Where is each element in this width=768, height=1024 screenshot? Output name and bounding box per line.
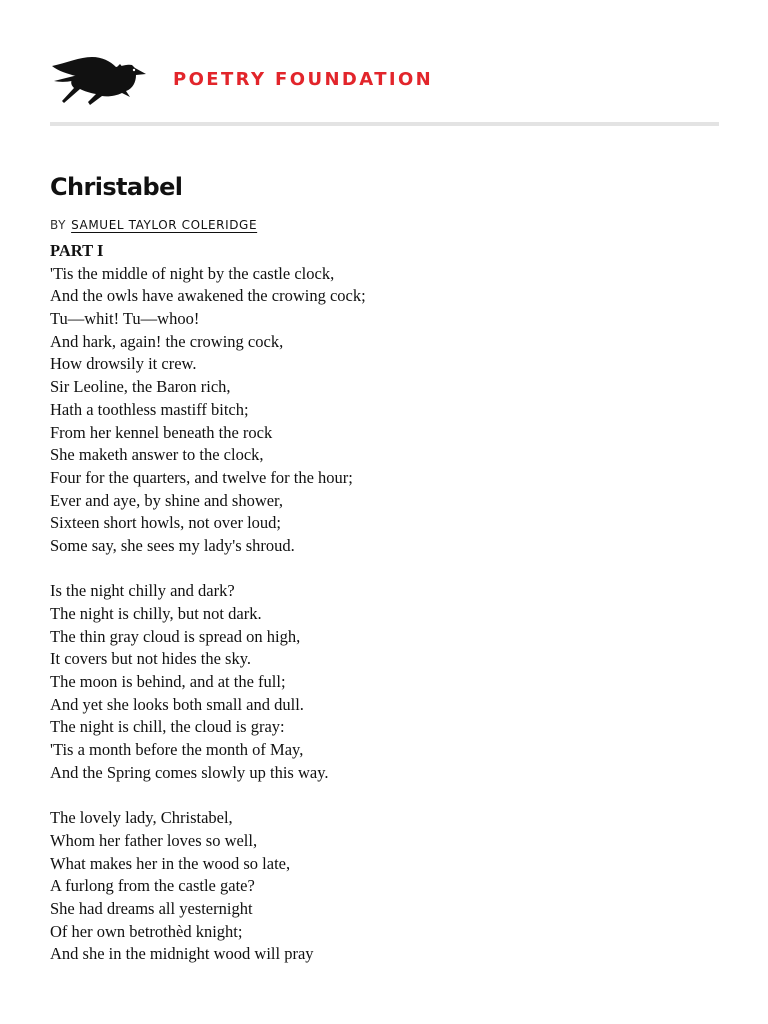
poem-line: 'Tis the middle of night by the castle clock,: [50, 263, 335, 283]
poem-line: 'Tis a month before the month of May,: [50, 740, 304, 760]
poem-title: Christabel: [50, 173, 183, 201]
poem-line: Four for the quarters, and twelve for the hour;: [50, 467, 353, 487]
poem-line: She maketh answer to the clock,: [50, 445, 264, 465]
stanza: [50, 580, 710, 784]
stanza-break: [50, 785, 710, 808]
byline: [50, 216, 257, 234]
site-brand-name[interactable]: POETRY FOUNDATION: [173, 69, 434, 90]
site-header: [50, 48, 720, 110]
poem-line: She had dreams all yesternight: [50, 898, 253, 918]
poem-line: How drowsily it crew.: [50, 354, 197, 374]
poem-line: Sir Leoline, the Baron rich,: [50, 377, 231, 397]
poem-line: The thin gray cloud is spread on high,: [50, 626, 301, 646]
poem-line: Sixteen short howls, not over loud;: [50, 513, 281, 533]
poem-line: The night is chilly, but not dark.: [50, 604, 262, 623]
author-link[interactable]: SAMUEL TAYLOR COLERIDGE: [71, 218, 258, 232]
poem-line: And the owls have awakened the crowing cock;: [50, 286, 366, 306]
poem-line: The moon is behind, and at the full;: [50, 672, 286, 692]
poem-body: [50, 240, 710, 966]
poem-line: And she in the midnight wood will pray: [50, 944, 314, 964]
poem-line: Is the night chilly and dark?: [50, 581, 235, 601]
poem-line: Whom her father loves so well,: [50, 830, 258, 850]
stanza-break: [50, 558, 710, 581]
poem-line: Of her own betrothèd knight;: [50, 921, 243, 941]
section-heading: PART I: [50, 241, 104, 260]
stanza: [50, 807, 710, 966]
stanza: [50, 263, 710, 558]
poem-line: Ever and aye, by shine and shower,: [50, 490, 284, 510]
pegasus-logo-icon[interactable]: [50, 50, 148, 108]
poem-line: Some say, she sees my lady's shroud.: [50, 535, 295, 555]
poem-line: It covers but not hides the sky.: [50, 649, 252, 669]
byline-label: BY: [50, 218, 67, 232]
header-divider: [50, 122, 719, 126]
poem-line: Tu—whit! Tu—whoo!: [50, 309, 200, 329]
stanzas: [50, 263, 710, 966]
poem-line: From her kennel beneath the rock: [50, 422, 273, 442]
poem-line: A furlong from the castle gate?: [50, 876, 255, 896]
poem-line: The lovely lady, Christabel,: [50, 808, 233, 828]
poem-line: What makes her in the wood so late,: [50, 853, 291, 873]
poem-line: Hath a toothless mastiff bitch;: [50, 399, 249, 419]
poem-line: And the Spring comes slowly up this way.: [50, 762, 329, 782]
poem-line: And yet she looks both small and dull.: [50, 694, 304, 714]
poem-line: And hark, again! the crowing cock,: [50, 331, 284, 351]
poem-line: The night is chill, the cloud is gray:: [50, 717, 285, 737]
